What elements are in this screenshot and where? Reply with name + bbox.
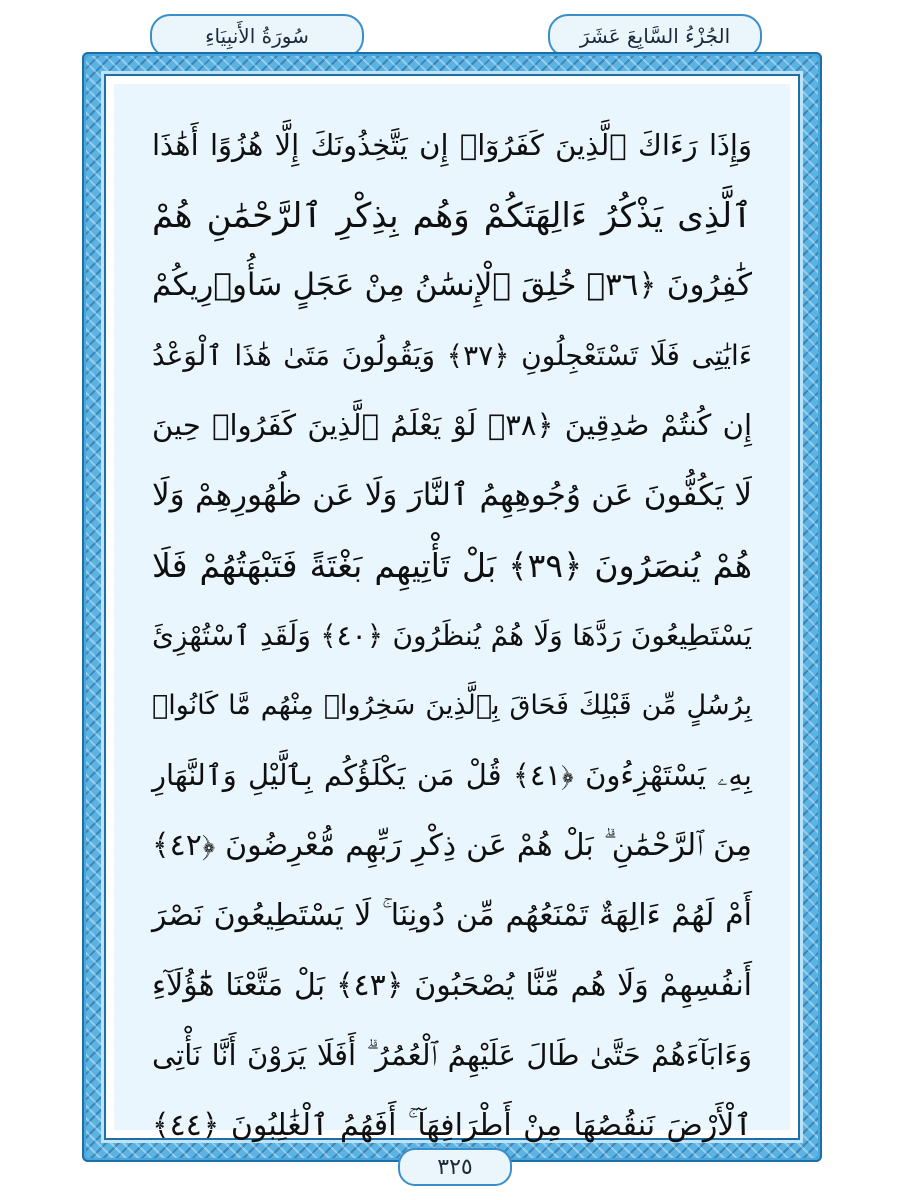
verse-line-text: بِهِۦ يَسْتَهْزِءُونَ ﴿٤١﴾ قُلْ مَن يَكْلَؤُكُم بِٱلَّيْلِ وَٱلنَّهَارِ: [152, 757, 752, 792]
verse-line: [152, 880, 752, 950]
frame-inner-border: [104, 74, 800, 1143]
verse-line: [152, 390, 752, 460]
verse-line: [152, 110, 752, 180]
verse-line: [152, 670, 752, 740]
surah-name-label: سُورَةُ الأَنبِيَاءِ: [150, 14, 364, 58]
verse-line-text: ءَايَٰتِى فَلَا تَسْتَعْجِلُونِ ﴿٣٧﴾ وَيَقُولُونَ مَتَىٰ هَٰذَا ٱلْوَعْدُ: [152, 338, 753, 372]
verse-line-text: وَإِذَا رَءَاكَ ٱلَّذِينَ كَفَرُوٓا۟ إِن يَتَّخِذُونَكَ إِلَّا هُزُوًا أَهَٰذَا: [152, 128, 752, 162]
verse-line-text: يَسْتَطِيعُونَ رَدَّهَا وَلَا هُمْ يُنظَرُونَ ﴿٤٠﴾ وَلَقَدِ ٱسْتُهْزِئَ: [152, 618, 752, 652]
verse-lines: [152, 110, 752, 1160]
verse-line: [152, 460, 752, 530]
verse-line-text: لَا يَكُفُّونَ عَن وُجُوهِهِمُ ٱلنَّارَ وَلَا عَن ظُهُورِهِمْ وَلَا: [152, 477, 752, 513]
verse-line-text: بِرُسُلٍ مِّن قَبْلِكَ فَحَاقَ بِٱلَّذِينَ سَخِرُوا۟ مِنْهُم مَّا كَانُوا۟: [152, 689, 752, 721]
ornamental-frame: [82, 52, 822, 1162]
verse-line: [152, 950, 752, 1020]
text-area: [114, 84, 790, 1143]
verse-line: [152, 180, 752, 250]
verse-line-text: مِنَ ٱلرَّحْمَٰنِ ۗ بَلْ هُمْ عَن ذِكْرِ رَبِّهِم مُّعْرِضُونَ ﴿٤٢﴾: [152, 827, 752, 863]
verse-line-text: أَمْ لَهُمْ ءَالِهَةٌ تَمْنَعُهُم مِّن دُونِنَا ۚ لَا يَسْتَطِيعُونَ نَصْرَ: [152, 897, 752, 933]
verse-line: [152, 1020, 752, 1090]
verse-line-text: كَٰفِرُونَ ﴿٣٦﴾ خُلِقَ ٱلْإِنسَٰنُ مِنْ عَجَلٍ سَأُو۟رِيكُمْ: [152, 267, 752, 303]
verse-line-text: هُمْ يُنصَرُونَ ﴿٣٩﴾ بَلْ تَأْتِيهِم بَغْتَةً فَتَبْهَتُهُمْ فَلَا: [152, 545, 752, 585]
verse-line: [152, 810, 752, 880]
verse-line-text: وَءَابَآءَهُمْ حَتَّىٰ طَالَ عَلَيْهِمُ ٱلْعُمُرُ ۗ أَفَلَا يَرَوْنَ أَنَّا نَأْتِى: [152, 1037, 752, 1072]
verse-line-text: أَنفُسِهِمْ وَلَا هُم مِّنَّا يُصْحَبُونَ ﴿٤٣﴾ بَلْ مَتَّعْنَا هَٰٓؤُلَآءِ: [152, 967, 753, 1003]
verse-line: [152, 600, 752, 670]
verse-line: [152, 740, 752, 810]
verse-line: [152, 250, 752, 320]
verse-line: [152, 320, 752, 390]
page-number: ٣٢٥: [398, 1148, 512, 1186]
juz-name-label: الجُزْءُ السَّابِعَ عَشَرَ: [548, 14, 762, 58]
verse-line-text: ٱلَّذِى يَذْكُرُ ءَالِهَتَكُمْ وَهُم بِذِكْرِ ٱلرَّحْمَٰنِ هُمْ: [152, 195, 752, 236]
verse-line: [152, 530, 752, 600]
verse-line-text: إِن كُنتُمْ صَٰدِقِينَ ﴿٣٨﴾ لَوْ يَعْلَمُ ٱلَّذِينَ كَفَرُوا۟ حِينَ: [152, 408, 752, 442]
verse-line-text: ٱلْأَرْضَ نَنقُصُهَا مِنْ أَطْرَافِهَآ ۚ أَفَهُمُ ٱلْغَٰلِبُونَ ﴿٤٤﴾: [152, 1107, 752, 1143]
